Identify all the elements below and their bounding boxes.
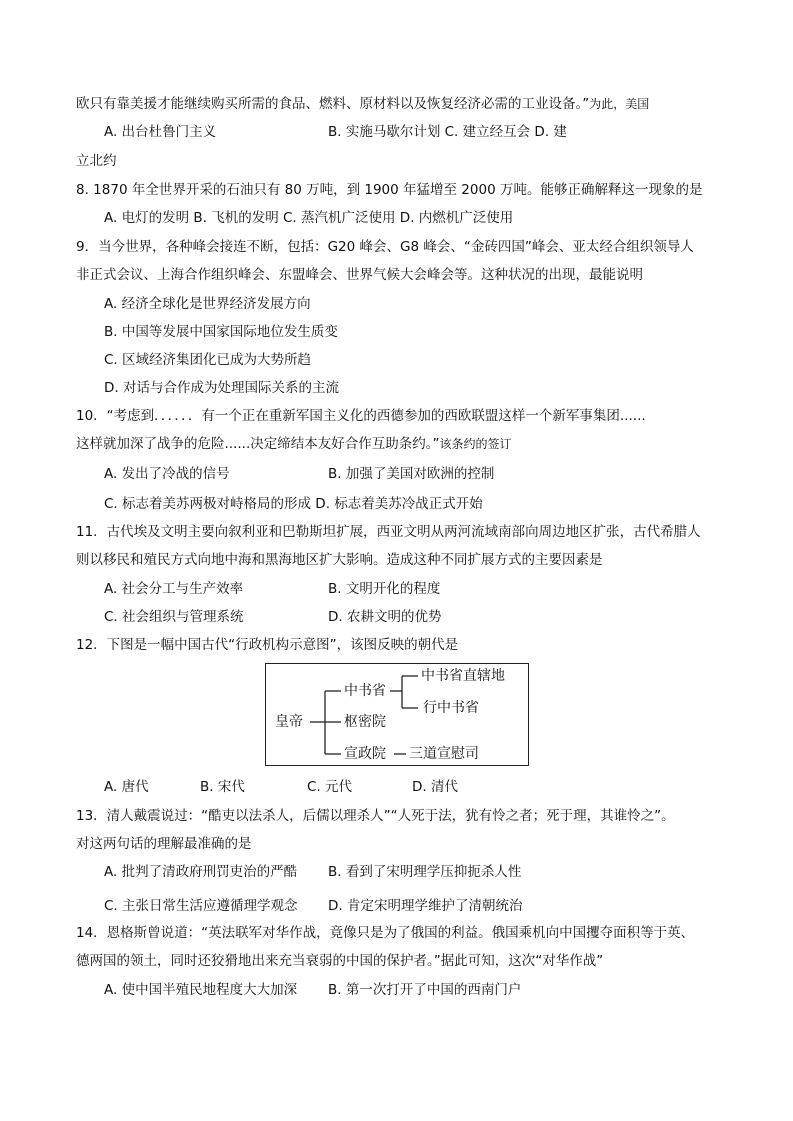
- q7-option-d-wrap: 立北约: [76, 153, 117, 169]
- diagram-xuanzheng: 宣政院: [344, 746, 386, 762]
- q8-stem: 8. 1870 年全世界开采的石油只有 80 万吨，到 1900 年猛增至 2000 万吨。能够正确解释这一现象的是: [76, 182, 703, 198]
- q13-stem-line2: 对这两句话的理解最准确的是: [76, 836, 252, 852]
- q10-stem-line1: 10．“考虑到．．．．．．有一个正在重新军国主义化的西德参加的西欧联盟这样一个新军事集团......: [76, 408, 646, 424]
- q10-option-a: A. 发出了冷战的信号: [104, 466, 230, 482]
- q10-stem-line2-text: 这样就加深了战争的危险......决定缔结本友好合作互助条约。”: [76, 436, 440, 452]
- diagram-xingzhong: 行中书省: [423, 700, 479, 716]
- q11-option-b: B. 文明开化的程度: [328, 581, 441, 597]
- diagram-emperor: 皇帝: [275, 714, 303, 730]
- diagram-zhixia: 中书省直辖地: [421, 668, 505, 684]
- q10-stem-line2-tail: 该条约的签订: [439, 437, 512, 451]
- q11-stem-line1: 11．古代埃及文明主要向叙利亚和巴勒斯坦扩展，西亚文明从两河流域南部向周边地区扩张，古代希腊人: [76, 524, 701, 540]
- q12-option-c: C. 元代: [307, 779, 353, 795]
- q12-option-d: D. 清代: [412, 779, 458, 795]
- q9-stem-line1: 9．当今世界，各种峰会接连不断，包括：G20 峰会、G8 峰会、“金砖四国”峰会、亚太经合组织领导人: [76, 239, 694, 255]
- q11-option-d: D. 农耕文明的优势: [328, 609, 442, 625]
- q8-options: A. 电灯的发明 B. 飞机的发明 C. 蒸汽机广泛使用 D. 内燃机广泛使用: [104, 210, 514, 226]
- q14-stem-line2: 德两国的领土，同时还狡猾地出来充当衰弱的中国的保护者。”据此可知，这次“对华作战”: [76, 953, 604, 969]
- diagram-shumi: 枢密院: [344, 714, 386, 730]
- q13-option-a: A. 批判了清政府刑罚吏治的严酷: [104, 864, 298, 880]
- q7-continuation: [76, 94, 649, 114]
- q9-stem-line2: 非正式会议、上海合作组织峰会、东盟峰会、世界气候大会峰会等。这种状况的出现，最能说明: [76, 267, 643, 283]
- diagram-zhongshu: 中书省: [344, 683, 386, 699]
- q11-option-c: C. 社会组织与管理系统: [104, 609, 244, 625]
- diagram-sandao: 三道宣慰司: [409, 746, 479, 762]
- q7-continuation-tail: 为此，美国: [589, 97, 650, 111]
- q10-option-b: B. 加强了美国对欧洲的控制: [328, 466, 495, 482]
- q14-option-a: A. 使中国半殖民地程度大大加深: [104, 982, 298, 998]
- q10-stem-line2: [76, 434, 512, 454]
- q12-option-b: B. 宋代: [200, 779, 245, 795]
- q10-options-cd: C. 标志着美苏两极对峙格局的形成 D. 标志着美苏冷战正式开始: [104, 496, 483, 512]
- q13-option-d: D. 肯定宋明理学维护了清朝统治: [328, 898, 523, 914]
- q11-stem-line2: 则以移民和殖民方式向地中海和黑海地区扩大影响。造成这种不同扩展方式的主要因素是: [76, 552, 603, 568]
- q7-options-bcd: B. 实施马歇尔计划 C. 建立经互会 D. 建: [328, 124, 567, 140]
- q9-option-a: A. 经济全球化是世界经济发展方向: [104, 296, 311, 312]
- q7-option-a: A. 出台杜鲁门主义: [104, 124, 217, 140]
- q14-option-b: B. 第一次打开了中国的西南门户: [328, 982, 522, 998]
- q7-continuation-text: 欧只有靠美援才能继续购买所需的食品、燃料、原材料以及恢复经济必需的工业设备。”: [76, 96, 590, 112]
- q11-option-a: A. 社会分工与生产效率: [104, 581, 244, 597]
- q13-option-c: C. 主张日常生活应遵循理学观念: [104, 898, 298, 914]
- q9-option-b: B. 中国等发展中国家国际地位发生质变: [104, 324, 338, 340]
- q13-option-b: B. 看到了宋明理学压抑扼杀人性: [328, 864, 522, 880]
- admin-structure-diagram: [265, 663, 529, 766]
- q14-stem-line1: 14．恩格斯曾说道：“英法联军对华作战，竟像只是为了俄国的利益。俄国乘机向中国攫夺面积等于英、: [76, 925, 695, 941]
- q12-option-a: A. 唐代: [104, 779, 149, 795]
- q9-option-c: C. 区域经济集团化已成为大势所趋: [104, 352, 312, 368]
- q13-stem-line1: 13．清人戴震说过：“酷吏以法杀人，后儒以理杀人”“人死于法，犹有怜之者；死于理，其谁怜之”。: [76, 808, 675, 824]
- q9-option-d: D. 对话与合作成为处理国际关系的主流: [104, 380, 339, 396]
- q12-stem: 12．下图是一幅中国古代“行政机构示意图”，该图反映的朝代是: [76, 637, 459, 653]
